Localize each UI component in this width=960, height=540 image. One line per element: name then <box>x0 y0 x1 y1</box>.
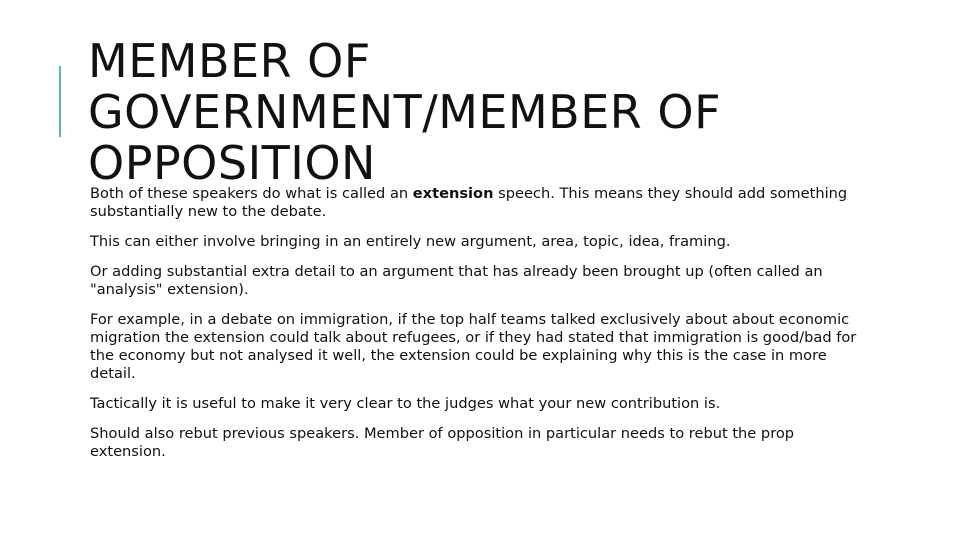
paragraph-text: speech. This means they should add something substantially new to the debate. <box>90 185 848 220</box>
paragraph-rebuttal: Should also rebut previous speakers. Member of opposition in particular needs to rebut the prop extension. <box>90 425 795 460</box>
slide-title <box>88 36 908 189</box>
paragraph-example: For example, in a debate on immigration, if the top half teams talked exclusively about about economic migration the extension could talk about refugees, or if they had stated that immigration is good/bad for the economy but not analysed it well, the extension could be explaining why this is the case in more detail. <box>90 311 857 382</box>
title-line-2: GOVERNMENT/MEMBER OF <box>88 85 722 139</box>
paragraph-analysis-extension: Or adding substantial extra detail to an argument that has already been brought up (often called an "analysis" extension). <box>90 263 823 298</box>
emphasis-extension: extension <box>412 185 494 202</box>
title-accent-bar <box>59 66 61 137</box>
title-line-3: OPPOSITION <box>88 136 376 190</box>
title-line-1: MEMBER OF <box>88 34 371 88</box>
paragraph-new-argument: This can either involve bringing in an entirely new argument, area, topic, idea, framing. <box>90 233 731 250</box>
paragraph-text: Both of these speakers do what is called an <box>90 185 413 202</box>
paragraph-extension-definition <box>90 185 860 221</box>
slide-body <box>90 185 860 473</box>
paragraph-tactics: Tactically it is useful to make it very clear to the judges what your new contribution is. <box>90 395 721 412</box>
